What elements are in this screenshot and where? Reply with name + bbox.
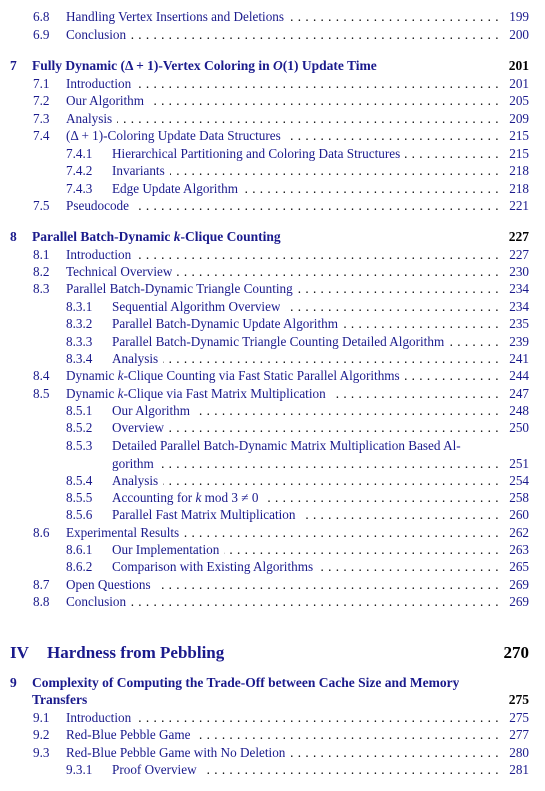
toc-title[interactable]: Technical Overview	[66, 264, 173, 279]
toc-title[interactable]: Experimental Results	[66, 525, 180, 540]
toc-title-continued[interactable]: gorithm	[112, 456, 154, 471]
toc-page-number: 201	[509, 76, 529, 91]
toc-page-number: 239	[509, 334, 529, 349]
toc-page-number: 205	[509, 93, 529, 108]
toc-entry[interactable]	[0, 541, 545, 559]
toc-title[interactable]: Red-Blue Pebble Game with No Deletion	[66, 745, 286, 760]
toc-chapter[interactable]	[0, 674, 545, 710]
dot-leader	[243, 180, 499, 198]
toc-page-number: 254	[509, 473, 529, 488]
toc-page-number: 281	[509, 762, 529, 777]
toc-title[interactable]: Parallel Batch-Dynamic Triangle Counting Detailed Algorithm	[112, 334, 445, 349]
toc-number: 8.6	[33, 525, 50, 540]
dot-leader	[131, 26, 499, 44]
toc-page-number: 248	[509, 403, 529, 418]
toc-number: 8.3.3	[66, 334, 93, 349]
toc-title[interactable]: Hardness from Pebbling	[47, 643, 225, 662]
dot-leader	[136, 246, 499, 264]
toc-entry[interactable]	[0, 162, 545, 180]
toc-number: 8.5	[33, 386, 50, 401]
toc-number: 8.3.1	[66, 299, 93, 314]
toc-page-number: 218	[509, 181, 529, 196]
toc-number: 7.4	[33, 128, 50, 143]
toc-title[interactable]: Edge Update Algorithm	[112, 181, 238, 196]
toc-number: 7.2	[33, 93, 50, 108]
toc-number: 9.1	[33, 710, 50, 725]
toc-entry[interactable]	[0, 437, 545, 473]
toc-title[interactable]: Our Implementation	[112, 542, 220, 557]
toc-entry[interactable]	[0, 367, 545, 385]
dot-leader	[298, 280, 499, 298]
toc-number: 8.3	[33, 281, 50, 296]
toc-title[interactable]: Parallel Batch-Dynamic Triangle Counting	[66, 281, 293, 296]
toc-title[interactable]: Overview	[112, 420, 164, 435]
toc-title[interactable]: Dynamic k-Clique Counting via Fast Static Parallel Algorithms	[66, 368, 400, 383]
toc-number: 9.2	[33, 727, 50, 742]
dot-leader	[290, 744, 499, 762]
toc-number: 6.9	[33, 27, 50, 42]
toc-page-number: 270	[503, 643, 529, 662]
toc-entry[interactable]	[0, 558, 545, 576]
toc-entry[interactable]	[0, 726, 545, 744]
toc-entry[interactable]	[0, 593, 545, 611]
dot-leader	[163, 350, 499, 368]
toc-page-number: 265	[509, 559, 529, 574]
toc-page-number: 215	[509, 146, 529, 161]
toc-number: 9	[10, 675, 17, 690]
toc-title[interactable]: Pseudocode	[66, 198, 129, 213]
dot-leader	[286, 127, 499, 145]
toc-entry[interactable]	[0, 246, 545, 264]
toc-page-number: 269	[509, 577, 529, 592]
toc-title[interactable]: Conclusion	[66, 27, 127, 42]
dot-leader	[449, 333, 499, 351]
toc-part[interactable]	[0, 640, 545, 666]
toc-number: 8.5.3	[66, 438, 93, 453]
toc-number: 7.4.3	[66, 181, 93, 196]
toc-page-number: 251	[509, 456, 529, 471]
toc-page-number: 227	[509, 247, 529, 262]
toc-number: 8.4	[33, 368, 50, 383]
toc-title[interactable]: Proof Overview	[112, 762, 197, 777]
toc-title[interactable]: Red-Blue Pebble Game	[66, 727, 191, 742]
toc-entry[interactable]	[0, 180, 545, 198]
toc-number: 8.3.2	[66, 316, 93, 331]
toc-page-number: 215	[509, 128, 529, 143]
toc-entry[interactable]	[0, 110, 545, 128]
dot-leader	[117, 110, 499, 128]
toc-entry[interactable]	[0, 92, 545, 110]
toc-entry[interactable]	[0, 127, 545, 145]
dot-leader	[405, 145, 499, 163]
toc-entry[interactable]	[0, 524, 545, 542]
toc-title[interactable]: Invariants	[112, 163, 165, 178]
dot-leader	[184, 524, 499, 542]
toc-page-number: 275	[508, 692, 529, 707]
toc-number: 8.5.2	[66, 420, 93, 435]
dot-leader	[169, 419, 499, 437]
toc-number: 7.4.2	[66, 163, 93, 178]
toc-page-number: 277	[509, 727, 529, 742]
toc-number: 9.3.1	[66, 762, 93, 777]
toc-page-number: 201	[508, 58, 529, 73]
toc-page-number: 247	[509, 386, 529, 401]
dot-leader	[134, 197, 499, 215]
toc-title[interactable]: Parallel Fast Matrix Multiplication	[112, 507, 296, 522]
toc-number: 8.3.4	[66, 351, 93, 366]
toc-title[interactable]: Conclusion	[66, 594, 127, 609]
toc-number: 7.4.1	[66, 146, 93, 161]
dot-leader	[343, 315, 499, 333]
toc-page-number: 258	[509, 490, 529, 505]
dot-leader	[136, 75, 499, 93]
toc-title[interactable]: Parallel Batch-Dynamic Update Algorithm	[112, 316, 338, 331]
toc-page-number: 262	[509, 525, 529, 540]
toc-page-number: 199	[509, 9, 529, 24]
toc-number: 7.5	[33, 198, 50, 213]
toc-number: 8.5.5	[66, 490, 93, 505]
toc-page-number: 230	[509, 264, 529, 279]
toc-title[interactable]: Comparison with Existing Algorithms	[112, 559, 314, 574]
toc-page-number: 275	[509, 710, 529, 725]
toc-entry[interactable]	[0, 709, 545, 727]
dot-leader	[195, 402, 499, 420]
toc-entry[interactable]	[0, 75, 545, 93]
toc-number: 8.6.2	[66, 559, 93, 574]
toc-title[interactable]: Sequential Algorithm Overview	[112, 299, 281, 314]
toc-page-number: 235	[509, 316, 529, 331]
toc-number: 8.7	[33, 577, 50, 592]
toc-page-number: 221	[509, 198, 529, 213]
toc-entry[interactable]	[0, 350, 545, 368]
dot-leader	[301, 506, 500, 524]
toc-entry[interactable]	[0, 744, 545, 762]
toc-entry[interactable]	[0, 298, 545, 316]
dot-leader	[196, 726, 499, 744]
toc-title[interactable]: Parallel Batch-Dynamic k-Clique Counting	[32, 229, 281, 244]
toc-title[interactable]: Introduction	[66, 710, 132, 725]
toc-number: 8.2	[33, 264, 50, 279]
dot-leader	[159, 455, 499, 473]
toc-page-number: 263	[509, 542, 529, 557]
toc-title-continued[interactable]: Transfers	[32, 692, 88, 707]
toc-chapter[interactable]	[0, 57, 545, 75]
toc-entry[interactable]	[0, 506, 545, 524]
toc-page-number: 280	[509, 745, 529, 760]
toc-number: 9.3	[33, 745, 50, 760]
toc-entry[interactable]	[0, 385, 545, 403]
toc-entry[interactable]	[0, 8, 545, 26]
toc-number: 8.5.6	[66, 507, 93, 522]
toc-number: 8	[10, 229, 17, 244]
toc-entry[interactable]	[0, 761, 545, 779]
toc-entry[interactable]	[0, 489, 545, 507]
toc-number: 8.5.1	[66, 403, 93, 418]
toc-title[interactable]: Introduction	[66, 247, 132, 262]
toc-page-number: 260	[509, 507, 529, 522]
toc-title[interactable]: Dynamic k-Clique via Fast Matrix Multiplication	[66, 386, 326, 401]
dot-leader	[163, 472, 499, 490]
dot-leader	[149, 92, 499, 110]
toc-page-number: 269	[509, 594, 529, 609]
toc-title[interactable]: (Δ + 1)-Coloring Update Data Structures	[66, 128, 281, 143]
toc-title[interactable]: Accounting for k mod 3 ≠ 0	[112, 490, 259, 505]
toc-entry[interactable]	[0, 145, 545, 163]
dot-leader	[170, 162, 499, 180]
toc-page-number: 218	[509, 163, 529, 178]
toc-number: 7.3	[33, 111, 50, 126]
toc-entry[interactable]	[0, 197, 545, 215]
toc-entry[interactable]	[0, 576, 545, 594]
dot-leader	[156, 576, 499, 594]
toc-title[interactable]: Hierarchical Partitioning and Coloring Data Structures	[112, 146, 401, 161]
dot-leader	[136, 709, 499, 727]
toc-page-number: 200	[509, 27, 529, 42]
toc-title[interactable]: Handling Vertex Insertions and Deletions	[66, 9, 285, 24]
toc-title[interactable]: Analysis	[112, 351, 159, 366]
toc-chapter[interactable]	[0, 228, 545, 246]
toc-title[interactable]: Complexity of Computing the Trade-Off between Cache Size and Memory	[32, 675, 460, 690]
toc-title[interactable]: Detailed Parallel Batch-Dynamic Matrix Multiplication Based Al-	[112, 438, 461, 453]
toc-number: 8.6.1	[66, 542, 93, 557]
dot-leader	[131, 593, 499, 611]
toc-number: 8.8	[33, 594, 50, 609]
dot-leader	[202, 761, 499, 779]
toc-number: IV	[10, 643, 29, 662]
toc-number: 7.1	[33, 76, 50, 91]
dot-leader	[177, 263, 499, 281]
toc-page-number: 241	[509, 351, 529, 366]
toc-title[interactable]: Our Algorithm	[112, 403, 191, 418]
toc-number: 8.1	[33, 247, 50, 262]
dot-leader	[224, 541, 499, 559]
toc-entry[interactable]	[0, 263, 545, 281]
toc-entry[interactable]	[0, 402, 545, 420]
toc-title[interactable]: Introduction	[66, 76, 132, 91]
toc-entry[interactable]	[0, 419, 545, 437]
toc-entry[interactable]	[0, 472, 545, 490]
toc-title[interactable]: Open Questions	[66, 577, 151, 592]
toc-title[interactable]: Fully Dynamic (Δ + 1)-Vertex Coloring in O(1) Update Time	[32, 58, 377, 73]
toc-page-number: 234	[509, 281, 529, 296]
dot-leader	[289, 8, 499, 26]
toc-entry[interactable]	[0, 333, 545, 351]
toc-number: 8.5.4	[66, 473, 93, 488]
toc-title[interactable]: Our Algorithm	[66, 93, 145, 108]
dot-leader	[318, 558, 499, 576]
toc-page-number: 244	[509, 368, 529, 383]
toc-entry[interactable]	[0, 26, 545, 44]
dot-leader	[405, 367, 499, 385]
toc-title[interactable]: Analysis	[112, 473, 159, 488]
toc-page-number: 209	[509, 111, 529, 126]
dot-leader	[263, 489, 499, 507]
dot-leader	[331, 385, 499, 403]
toc-entry[interactable]	[0, 315, 545, 333]
toc-number: 7	[10, 58, 17, 73]
dot-leader	[285, 298, 499, 316]
toc-page-number: 250	[509, 420, 529, 435]
toc-number: 6.8	[33, 9, 50, 24]
toc-page-number: 227	[508, 229, 529, 244]
toc-page-number: 234	[509, 299, 529, 314]
toc-title[interactable]: Analysis	[66, 111, 113, 126]
toc-entry[interactable]	[0, 280, 545, 298]
